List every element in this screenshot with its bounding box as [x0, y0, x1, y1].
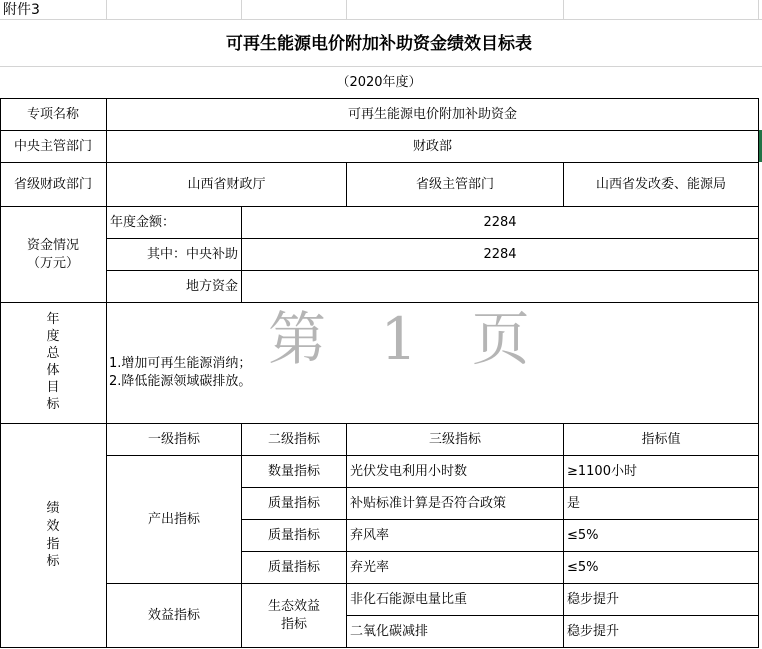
goal-line: 1.增加可再生能源消纳； [109, 356, 252, 372]
table-row-level3: 补贴标准计算是否符合政策 [350, 495, 507, 511]
table-row-value: ≥1100小时 [567, 463, 637, 479]
table-row-level2: 数量指标 [267, 463, 320, 479]
gridline [106, 0, 107, 19]
goal-label-char: 目 [46, 379, 60, 395]
local-funds-label: 地方资金 [185, 278, 238, 294]
indicators-label-char: 标 [46, 554, 60, 570]
project-label: 专项名称 [26, 106, 79, 122]
table-row-value: ≤5% [567, 559, 599, 575]
central-subsidy-label: 其中：中央补助 [146, 246, 238, 262]
gridline [241, 0, 242, 19]
goal-label-char: 标 [46, 396, 60, 412]
eco-benefit-label [242, 584, 346, 647]
year-label: （2020年度） [336, 74, 422, 90]
table-row-value: ≤5% [567, 527, 599, 543]
goal-line: 2.降低能源领域碳排放。 [109, 374, 252, 389]
local-funds-value [242, 271, 758, 302]
goal-label-char: 度 [46, 329, 60, 345]
indicators-label-char: 效 [46, 518, 60, 534]
goal-label-char: 体 [46, 363, 60, 378]
table-row-level2: 质量指标 [267, 559, 320, 575]
table-row-level3: 光伏发电利用小时数 [350, 463, 468, 479]
table-row-value: 是 [567, 495, 581, 511]
central-subsidy-value: 2284 [483, 246, 517, 262]
attachment-label: 附件3 [3, 1, 40, 18]
table-row-level3: 弃风率 [350, 527, 390, 543]
table-row-level2: 质量指标 [267, 495, 320, 511]
header-level2: 二级指标 [267, 431, 320, 447]
table-row-value: 稳步提升 [567, 591, 620, 607]
indicators-label-char: 指 [46, 536, 60, 552]
funds-label-line1: 资金情况 [26, 237, 79, 253]
goal-content [107, 303, 758, 423]
table-row-value: 稳步提升 [567, 623, 620, 639]
header-level1: 一级指标 [147, 431, 200, 447]
page-watermark: 第 1 页 [268, 305, 548, 373]
goal-label [0, 303, 106, 423]
gridline [758, 0, 759, 19]
funds-label [0, 207, 106, 302]
central-dept-label: 中央主管部门 [13, 138, 92, 154]
header-level3: 三级指标 [428, 431, 481, 447]
table-row-level3: 非化石能源电量比重 [350, 591, 468, 607]
gridline [0, 19, 762, 20]
output-indicator-label: 产出指标 [147, 511, 200, 527]
goal-label-char: 总 [46, 346, 60, 362]
project-value: 可再生能源电价附加补助资金 [347, 106, 517, 122]
annual-amount-value: 2284 [483, 214, 517, 230]
prov-dept-label: 省级主管部门 [415, 176, 494, 192]
eco-benefit-line: 指标 [280, 616, 307, 632]
gridline [346, 0, 347, 19]
prov-fin-value: 山西省财政厅 [187, 176, 266, 192]
funds-label-line2: （万元） [26, 255, 79, 271]
central-dept-value: 财政部 [412, 138, 452, 154]
gridline [563, 0, 564, 19]
table-border [0, 647, 759, 648]
eco-benefit-line: 生态效益 [267, 598, 320, 614]
goal-label-char: 年 [46, 312, 60, 328]
table-border [758, 98, 759, 648]
indicators-label-char: 绩 [46, 501, 60, 517]
benefit-indicator-label: 效益指标 [147, 607, 200, 623]
indicators-label [0, 424, 106, 647]
header-value: 指标值 [641, 431, 681, 447]
table-row-level3: 弃光率 [350, 559, 390, 575]
prov-fin-label: 省级财政部门 [13, 176, 92, 192]
table-row-level2: 质量指标 [267, 527, 320, 543]
page-title: 可再生能源电价附加补助资金绩效目标表 [226, 33, 532, 54]
prov-dept-value: 山西省发改委、能源局 [595, 176, 726, 192]
annual-amount-label: 年度金额： [110, 214, 176, 230]
table-row-level3: 二氧化碳减排 [350, 623, 429, 639]
